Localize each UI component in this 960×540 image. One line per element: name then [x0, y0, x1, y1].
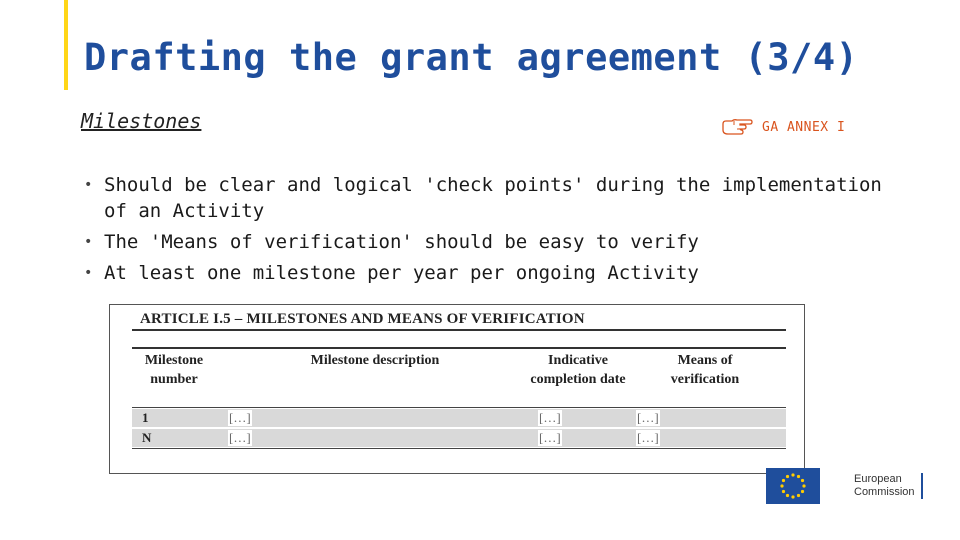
bullet-list: [84, 172, 904, 291]
table-rule: [132, 347, 786, 349]
row-description: […]: [229, 410, 251, 425]
logo-separator: [921, 473, 923, 499]
row-verification: […]: [637, 430, 659, 445]
flag-star: [801, 490, 804, 493]
flag-star: [782, 490, 785, 493]
eu-flag-icon: [766, 468, 820, 504]
table-row: [132, 409, 786, 427]
flag-star: [786, 494, 789, 497]
row-verification: […]: [637, 410, 659, 425]
slide-title: Drafting the grant agreement (3/4): [84, 36, 859, 79]
article-title: ARTICLE I.5 – MILESTONES AND MEANS OF VERIFICATION: [140, 311, 585, 327]
pointing-hand-icon: [720, 116, 754, 138]
flag-star: [791, 495, 794, 498]
header-milestone-number: Milestone number: [144, 353, 204, 387]
logo-line-2: Commission: [854, 486, 915, 498]
flag-star: [801, 479, 804, 482]
logo-line-1: European: [854, 473, 902, 485]
header-verification: Means of verification: [670, 353, 740, 387]
row-date: […]: [539, 410, 561, 425]
flag-star: [797, 494, 800, 497]
flag-star: [797, 475, 800, 478]
table-rule: [132, 329, 786, 331]
logo-text: [854, 473, 915, 499]
bullet-item: • The 'Means of verification' should be easy to verify: [84, 229, 904, 255]
header-completion-date: Indicative completion date: [530, 353, 626, 387]
table-rule: [132, 407, 786, 408]
european-commission-logo: [766, 468, 923, 504]
header-description: Milestone description: [310, 353, 440, 368]
annex-reference: [720, 116, 845, 138]
row-number: 1: [142, 410, 149, 425]
flag-star: [802, 484, 805, 487]
accent-bar: [64, 0, 68, 90]
table-rule: [132, 448, 786, 449]
slide-subtitle: Milestones: [81, 109, 202, 133]
bullet-item: • At least one milestone per year per ongoing Activity: [84, 260, 904, 286]
article-excerpt: [109, 304, 805, 474]
row-number: N: [142, 430, 152, 445]
flag-star: [780, 484, 783, 487]
row-description: […]: [229, 430, 251, 445]
flag-star: [786, 475, 789, 478]
bullet-item: • Should be clear and logical 'check points' during the implementation of an Activity: [84, 172, 904, 224]
flag-star: [791, 473, 794, 476]
annex-label: GA ANNEX I: [762, 119, 846, 135]
row-date: […]: [539, 430, 561, 445]
flag-star: [782, 479, 785, 482]
table-row: [132, 429, 786, 447]
